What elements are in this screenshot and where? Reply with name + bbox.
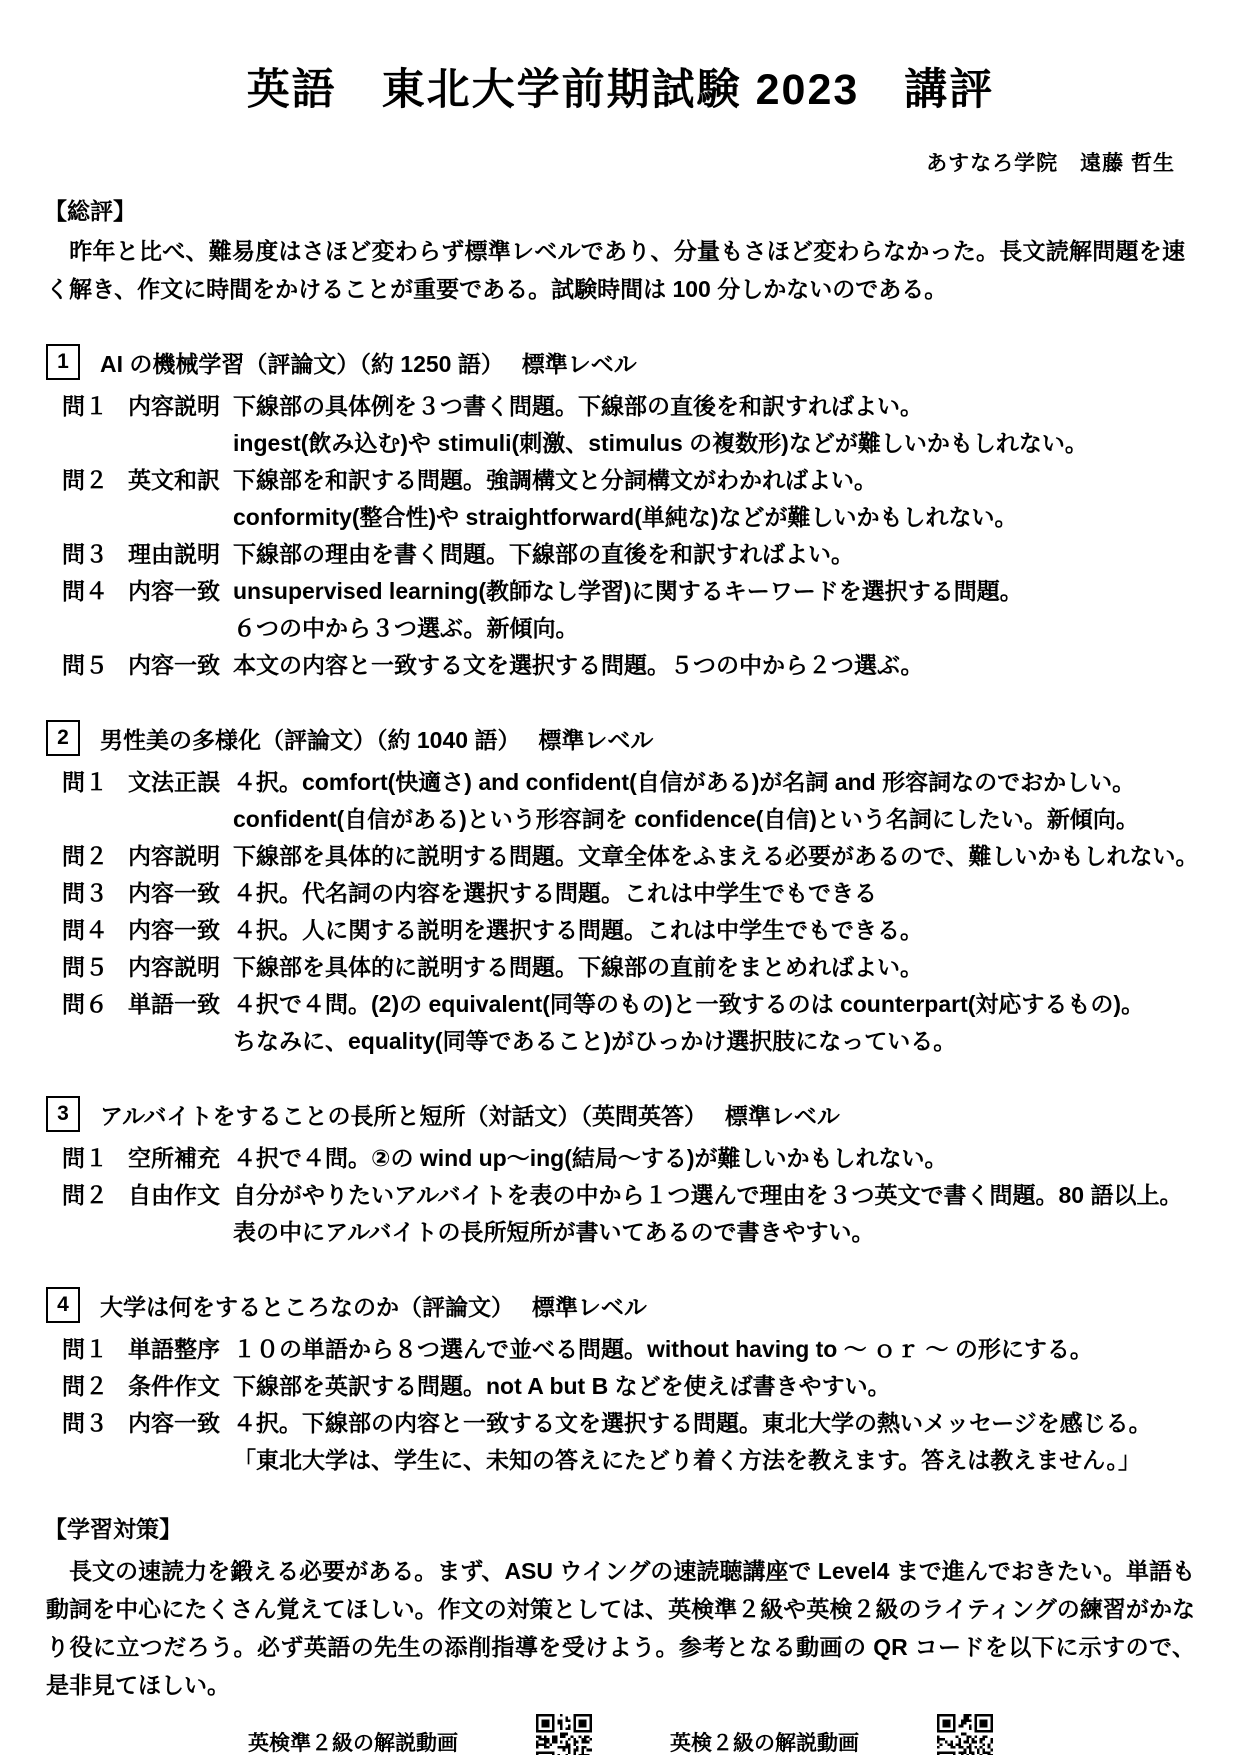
section-title: 大学は何をするところなのか（評論文） 標準レベル [100, 1293, 647, 1320]
exam-section [0, 1287, 1241, 1479]
question-description: unsupervised learning(教師なし学習)に関するキーワードを選択する問題。 [233, 578, 1023, 604]
question-description-continued: conformity(整合性)や straightforward(単純な)などが難しいかもしれない。 [233, 504, 1018, 530]
question-row [0, 462, 1241, 499]
section-header [46, 1096, 1241, 1132]
question-number: 問１ [62, 1336, 108, 1362]
question-description: 下線部を具体的に説明する問題。下線部の直前をまとめればよい。 [233, 954, 923, 980]
author-line: あすなろ学院 遠藤 哲生 [926, 152, 1175, 175]
question-description: 下線部の具体例を３つ書く問題。下線部の直後を和訳すればよい。 [233, 393, 923, 419]
section-items [0, 1140, 1241, 1251]
question-type: 内容一致 [128, 578, 220, 604]
question-type: 内容一致 [128, 880, 220, 906]
question-description: 下線部を具体的に説明する問題。文章全体をふまえる必要があるので、難しいかもしれない。 [233, 843, 1199, 869]
question-type: 内容説明 [128, 843, 220, 869]
question-number: 問５ [62, 652, 108, 678]
section-number-box: 4 [46, 1287, 80, 1323]
qr-code-eiken-2-icon [937, 1714, 993, 1755]
question-number: 問４ [62, 917, 108, 943]
question-type: 単語一致 [128, 991, 220, 1017]
section-header [46, 720, 1241, 756]
question-row [0, 1331, 1241, 1368]
section-title: AI の機械学習（評論文）（約 1250 語） 標準レベル [100, 350, 637, 377]
overview-heading: 【総評】 [44, 198, 136, 224]
question-row [0, 388, 1241, 425]
question-description: 下線部を和訳する問題。強調構文と分詞構文がわかればよい。 [233, 467, 877, 493]
section-items [0, 1331, 1241, 1479]
question-description: ４択で４問。②の wind up～ing(結局～する)が難しいかもしれない。 [233, 1145, 948, 1171]
question-description-continued: 「東北大学は、学生に、未知の答えにたどり着く方法を教えます。答えは教えません。」 [233, 1447, 1142, 1473]
section-number-box: 1 [46, 344, 80, 380]
question-number: 問３ [62, 541, 108, 567]
question-number: 問２ [62, 1373, 108, 1399]
question-row [0, 912, 1241, 949]
question-type: 内容一致 [128, 1410, 220, 1436]
question-type: 空所補充 [128, 1145, 220, 1171]
sections-container [0, 344, 1241, 1479]
question-row [0, 949, 1241, 986]
question-description-continued: confident(自信がある)という形容詞を confidence(自信)という名詞にしたい。新傾向。 [233, 806, 1139, 832]
question-number: 問３ [62, 1410, 108, 1436]
section-title: 男性美の多様化（評論文）（約 1040 語） 標準レベル [100, 726, 654, 753]
question-type: 内容説明 [128, 954, 220, 980]
question-type: 理由説明 [128, 541, 220, 567]
question-type: 内容一致 [128, 652, 220, 678]
question-row [0, 1368, 1241, 1405]
qr-code-eiken-pre2-icon [536, 1714, 592, 1755]
question-type: 英文和訳 [128, 467, 220, 493]
exam-section [0, 344, 1241, 684]
question-description: １０の単語から８つ選んで並べる問題。without having to ～ ｏｒ ～ の形にする。 [233, 1336, 1093, 1362]
question-description: ４択で４問。(2)の equivalent(同等のもの)と一致するのは counterpart(対応するもの)。 [233, 991, 1145, 1017]
question-row [0, 536, 1241, 573]
question-description: ４択。代名詞の内容を選択する問題。これは中学生でもできる [233, 880, 877, 906]
question-row [0, 1177, 1241, 1214]
section-number-box: 2 [46, 720, 80, 756]
exam-section [0, 1096, 1241, 1251]
section-number-box: 3 [46, 1096, 80, 1132]
question-row [0, 838, 1241, 875]
section-items [0, 764, 1241, 1060]
overview-paragraph: 昨年と比べ、難易度はさほど変わらず標準レベルであり、分量もさほど変わらなかった。長文読解問題を速く解き、作文に時間をかけることが重要である。試験時間は 100 分しかないのである。 [46, 238, 1185, 302]
question-type: 内容一致 [128, 917, 220, 943]
question-description: 下線部を英訳する問題。not A but B などを使えば書きやすい。 [233, 1373, 891, 1399]
question-number: 問２ [62, 1182, 108, 1208]
question-row [0, 647, 1241, 684]
question-type: 内容説明 [128, 393, 220, 419]
question-row [0, 573, 1241, 610]
section-items [0, 388, 1241, 684]
question-row [0, 764, 1241, 801]
strategy-heading: 【学習対策】 [44, 1516, 182, 1542]
question-number: 問４ [62, 578, 108, 604]
qr-item-pre2 [248, 1714, 592, 1755]
question-description-continued: ちなみに、equality(同等であること)がひっかけ選択肢になっている。 [233, 1028, 957, 1054]
question-number: 問２ [62, 467, 108, 493]
question-description-continued: ６つの中から３つ選ぶ。新傾向。 [233, 615, 579, 641]
question-number: 問３ [62, 880, 108, 906]
strategy-paragraph: 長文の速読力を鍛える必要がある。まず、ASU ウイングの速読聴講座で Level4 まで進んでおきたい。単語も動詞を中心にたくさん覚えてほしい。作文の対策としては、英検準２級や英検２級のライティングの練習がかなり役に立つだろう。必ず英語の先生の添削指導を受けよう。参考となる動画の QR コードを以下に示すので、是非見てほしい。 [46, 1558, 1195, 1698]
question-type: 条件作文 [128, 1373, 220, 1399]
qr-item-2 [670, 1714, 993, 1755]
section-header [46, 1287, 1241, 1323]
exam-section [0, 720, 1241, 1060]
section-title: アルバイトをすることの長所と短所（対話文）（英問英答） 標準レベル [100, 1102, 840, 1129]
question-number: 問２ [62, 843, 108, 869]
question-number: 問５ [62, 954, 108, 980]
question-number: 問１ [62, 1145, 108, 1171]
question-description-continued: 表の中にアルバイトの長所短所が書いてあるので書きやすい。 [233, 1219, 875, 1245]
question-description: ４択。人に関する説明を選択する問題。これは中学生でもできる。 [233, 917, 923, 943]
question-description: 下線部の理由を書く問題。下線部の直後を和訳すればよい。 [233, 541, 854, 567]
question-row [0, 1140, 1241, 1177]
qr-label-pre2: 英検準２級の解説動画 [248, 1732, 458, 1755]
question-row [0, 875, 1241, 912]
question-number: 問６ [62, 991, 108, 1017]
qr-label-2: 英検２級の解説動画 [670, 1732, 859, 1755]
question-description: ４択。下線部の内容と一致する文を選択する問題。東北大学の熱いメッセージを感じる。 [233, 1410, 1152, 1436]
section-header [46, 344, 1241, 380]
question-type: 単語整序 [128, 1336, 220, 1362]
question-type: 文法正誤 [128, 769, 220, 795]
question-number: 問１ [62, 769, 108, 795]
question-description: ４択。comfort(快適さ) and confident(自信がある)が名詞 and 形容詞なのでおかしい。 [233, 769, 1136, 795]
question-type: 自由作文 [128, 1182, 220, 1208]
page-title: 英語 東北大学前期試験 2023 講評 [246, 66, 995, 114]
qr-footer [0, 1714, 1241, 1755]
question-row [0, 986, 1241, 1023]
question-row [0, 1405, 1241, 1442]
question-description: 自分がやりたいアルバイトを表の中から１つ選んで理由を３つ英文で書く問題。80 語以上。 [233, 1182, 1183, 1208]
question-description: 本文の内容と一致する文を選択する問題。５つの中から２つ選ぶ。 [233, 652, 924, 678]
question-description-continued: ingest(飲み込む)や stimuli(刺激、stimulus の複数形)などが難しいかもしれない。 [233, 430, 1088, 456]
question-number: 問１ [62, 393, 108, 419]
